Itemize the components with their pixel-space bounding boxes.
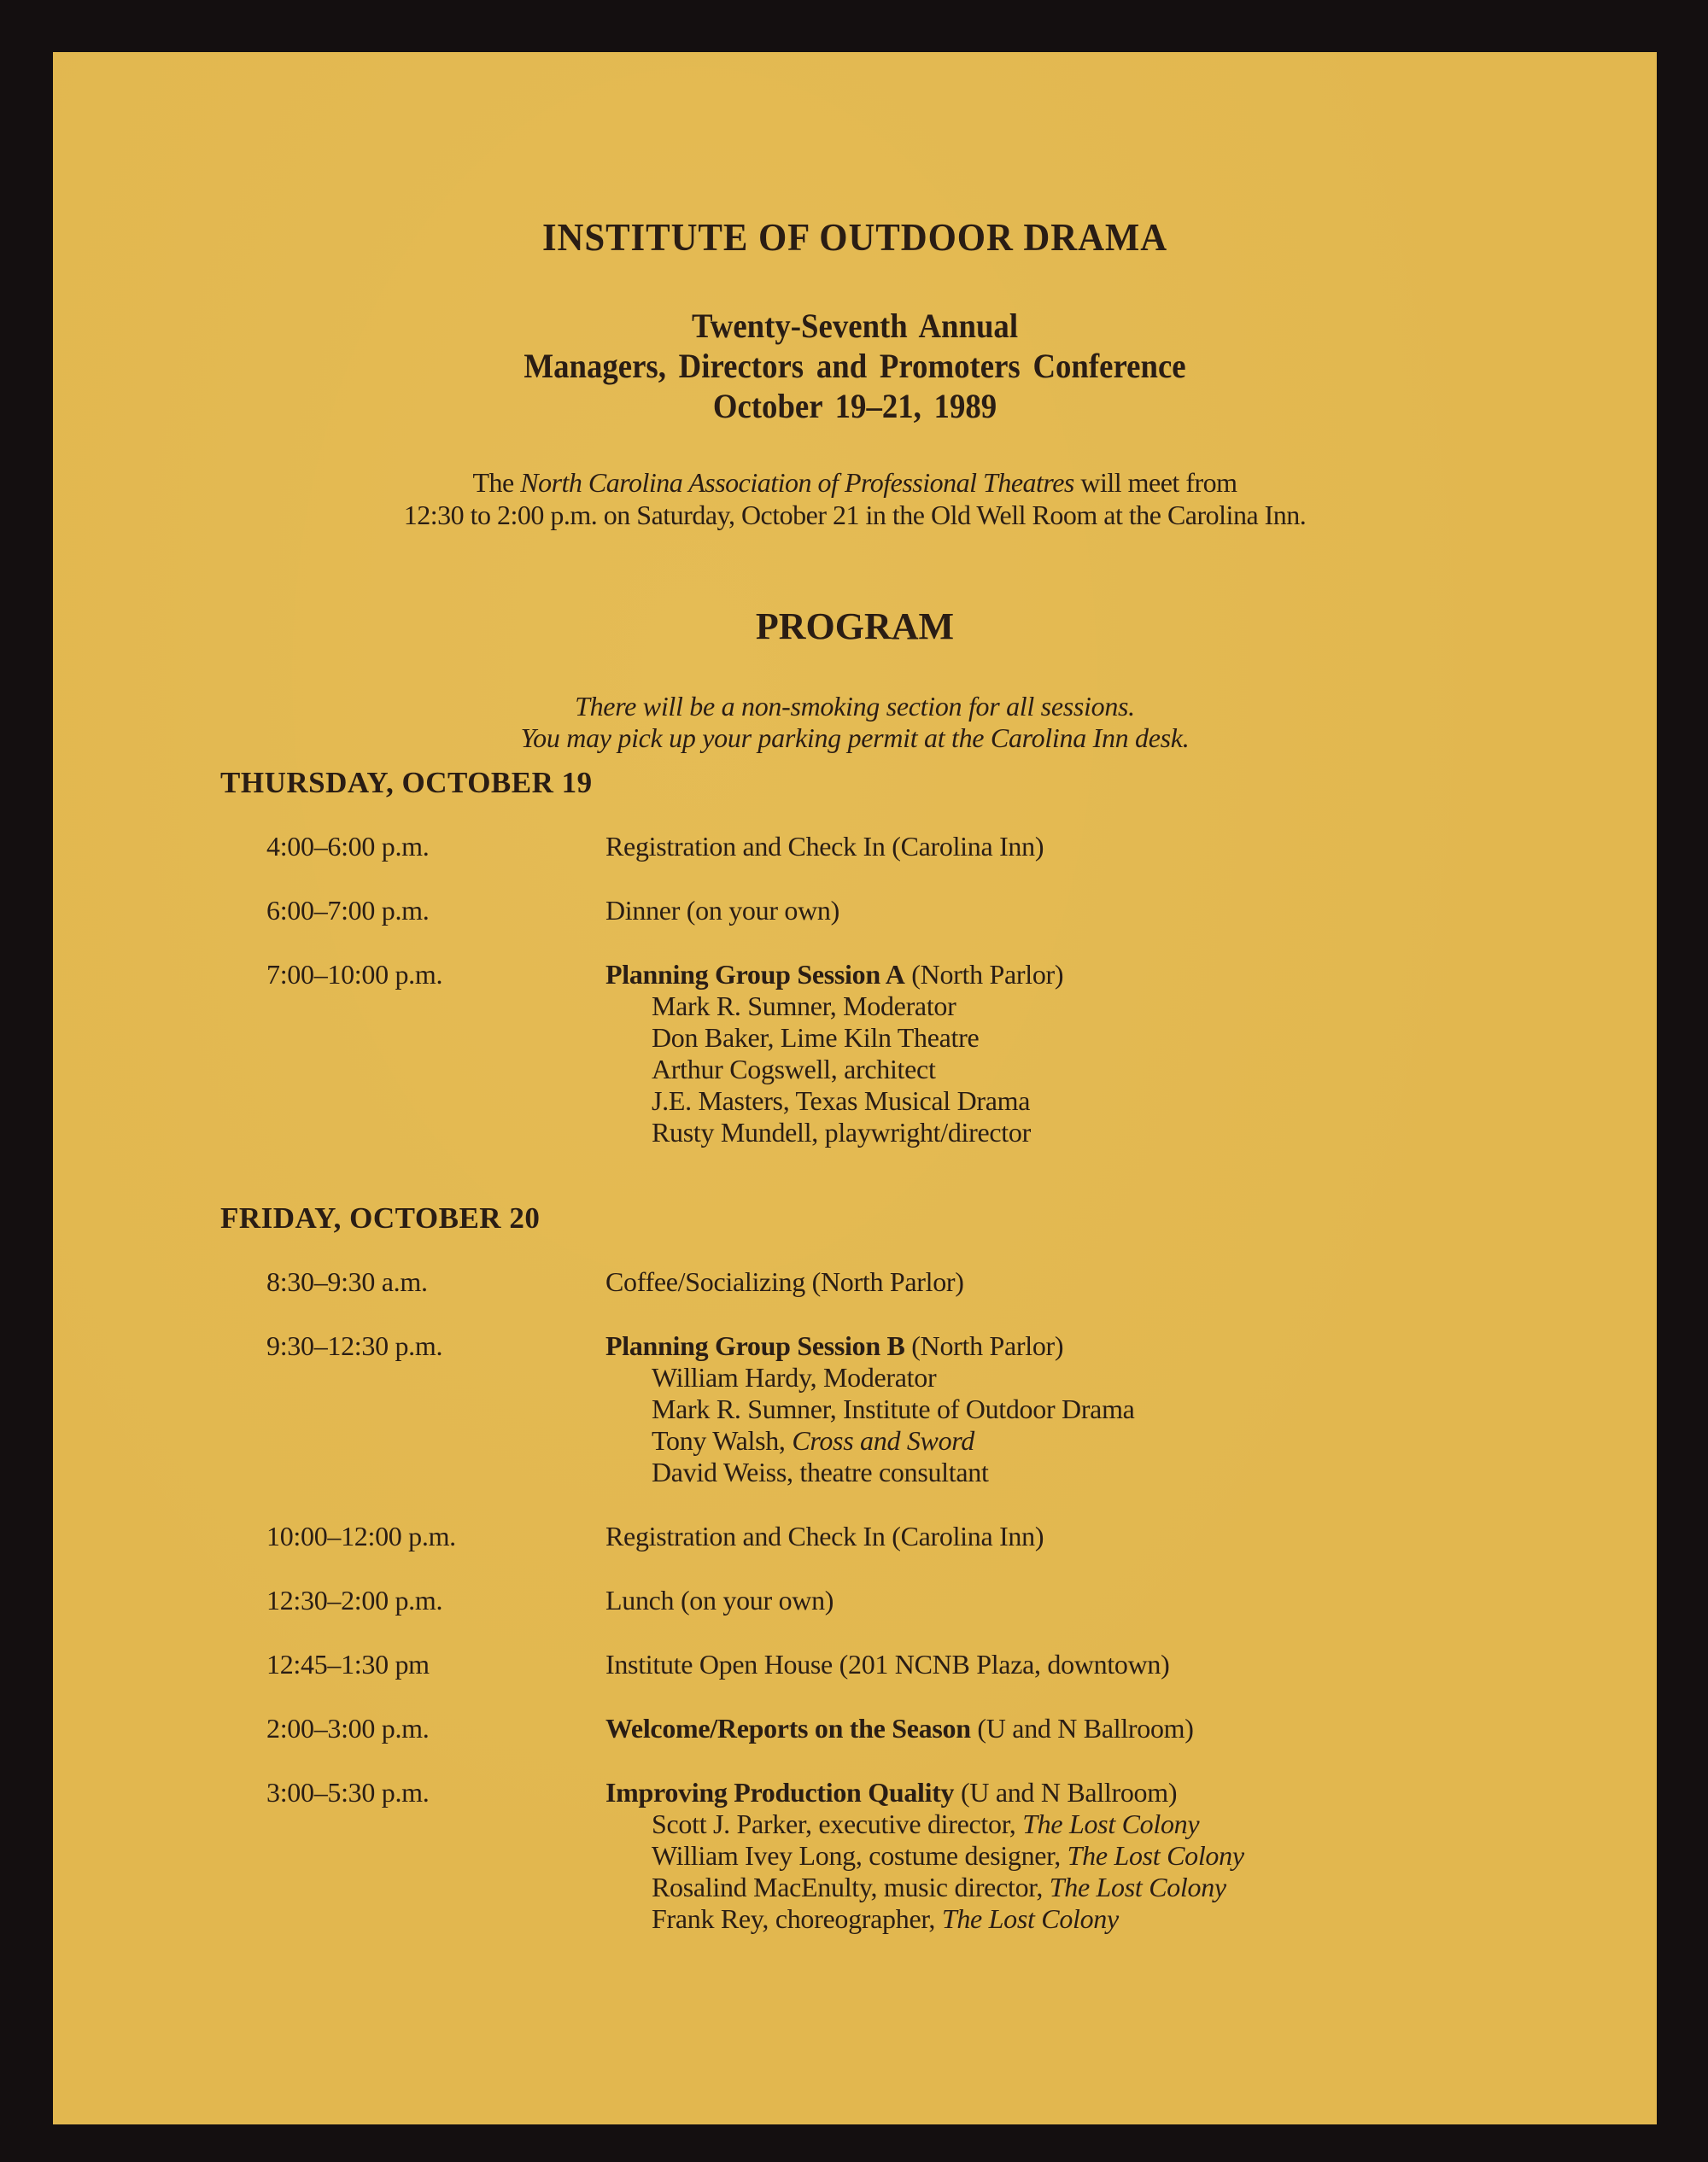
event-title: Registration and Check In (Carolina Inn) — [605, 831, 1044, 862]
day-heading-friday: FRIDAY, OCTOBER 20 — [220, 1201, 541, 1235]
participant-name: Scott J. Parker, executive director, — [652, 1808, 1023, 1839]
event-title — [605, 959, 1063, 990]
event-time: 3:00–5:30 p.m. — [266, 1777, 430, 1808]
parking-note: You may pick up your parking permit at the Carolina Inn desk. — [520, 722, 1190, 753]
production-title: The Lost Colony — [1022, 1808, 1200, 1839]
event-time: 12:45–1:30 pm — [266, 1649, 430, 1680]
participant: William Hardy, Moderator — [652, 1362, 937, 1393]
event-time: 7:00–10:00 p.m. — [266, 959, 443, 990]
event-title-bold: Planning Group Session A — [605, 959, 905, 990]
event-time: 9:30–12:30 p.m. — [266, 1330, 443, 1361]
event-location: (U and N Ballroom) — [954, 1777, 1178, 1808]
participant: Mark R. Sumner, Moderator — [652, 990, 956, 1021]
participant-name: Frank Rey, choreographer, — [652, 1903, 942, 1934]
event-title-bold: Welcome/Reports on the Season — [605, 1713, 971, 1744]
nc-notice-line-1 — [53, 466, 1657, 499]
event-title — [605, 1777, 1244, 1808]
organization-title: INSTITUTE OF OUTDOOR DRAMA — [541, 215, 1168, 259]
participant-list — [652, 1362, 1135, 1488]
participant: David Weiss, theatre consultant — [652, 1457, 989, 1487]
non-smoking-note: There will be a non-smoking section for all sessions. — [575, 691, 1135, 722]
event-title: Lunch (on your own) — [605, 1585, 834, 1616]
event-time: 6:00–7:00 p.m. — [266, 895, 430, 926]
participant-list — [652, 1808, 1244, 1935]
conference-subtitle — [53, 306, 1657, 426]
participant — [652, 1840, 1244, 1872]
subtitle-line-annual: Twenty-Seventh Annual — [691, 307, 1019, 345]
event-title-bold: Planning Group Session B — [605, 1330, 905, 1361]
participant: Mark R. Sumner, Institute of Outdoor Drama — [652, 1394, 1135, 1424]
event-location: (North Parlor) — [904, 1330, 1064, 1361]
participant — [652, 1872, 1244, 1903]
event-time: 10:00–12:00 p.m. — [266, 1521, 456, 1551]
program-notes — [53, 691, 1657, 754]
day-heading-thursday: THURSDAY, OCTOBER 19 — [220, 766, 593, 799]
event-time: 4:00–6:00 p.m. — [266, 831, 430, 862]
program-heading: PROGRAM — [755, 605, 955, 647]
production-title: The Lost Colony — [941, 1903, 1119, 1934]
participant: Rusty Mundell, playwright/director — [652, 1117, 1031, 1148]
event-location: (North Parlor) — [904, 959, 1064, 990]
nc-prefix: The — [472, 467, 521, 498]
participant-list — [652, 990, 1063, 1148]
event-title-bold: Improving Production Quality — [605, 1777, 955, 1808]
event-details — [605, 959, 1063, 1148]
event-details — [605, 1330, 1135, 1488]
subtitle-line-dates: October 19–21, 1989 — [712, 387, 997, 425]
production-title: The Lost Colony — [1049, 1872, 1226, 1902]
nc-org-name: North Carolina Association of Professional Theatres — [520, 467, 1074, 498]
participant — [652, 1425, 1135, 1457]
production-title: Cross and Sword — [792, 1425, 974, 1456]
event-title: Institute Open House (201 NCNB Plaza, downtown) — [605, 1649, 1170, 1680]
participant: Don Baker, Lime Kiln Theatre — [652, 1022, 980, 1053]
event-time: 12:30–2:00 p.m. — [266, 1585, 443, 1616]
nc-association-notice — [53, 466, 1657, 531]
subtitle-line-conference: Managers, Directors and Promoters Conference — [524, 347, 1186, 385]
participant: Arthur Cogswell, architect — [652, 1054, 936, 1084]
event-details — [605, 1777, 1244, 1935]
event-title — [605, 1713, 1194, 1744]
event-title: Coffee/Socializing (North Parlor) — [605, 1266, 964, 1297]
participant-name: Rosalind MacEnulty, music director, — [652, 1872, 1050, 1902]
event-time: 2:00–3:00 p.m. — [266, 1713, 430, 1744]
participant-name: Tony Walsh, — [652, 1425, 793, 1456]
event-title: Registration and Check In (Carolina Inn) — [605, 1521, 1044, 1551]
participant — [652, 1903, 1244, 1935]
nc-notice-line-2: 12:30 to 2:00 p.m. on Saturday, October 21 in the Old Well Room at the Carolina Inn. — [403, 500, 1307, 530]
participant: J.E. Masters, Texas Musical Drama — [652, 1085, 1031, 1116]
production-title: The Lost Colony — [1067, 1840, 1244, 1871]
participant — [652, 1808, 1244, 1840]
event-time: 8:30–9:30 a.m. — [266, 1266, 428, 1297]
event-location: (U and N Ballroom) — [970, 1713, 1194, 1744]
document-page — [53, 52, 1657, 2124]
event-title: Dinner (on your own) — [605, 895, 839, 926]
nc-suffix: will meet from — [1073, 467, 1237, 498]
participant-name: William Ivey Long, costume designer, — [652, 1840, 1068, 1871]
event-title — [605, 1330, 1135, 1362]
